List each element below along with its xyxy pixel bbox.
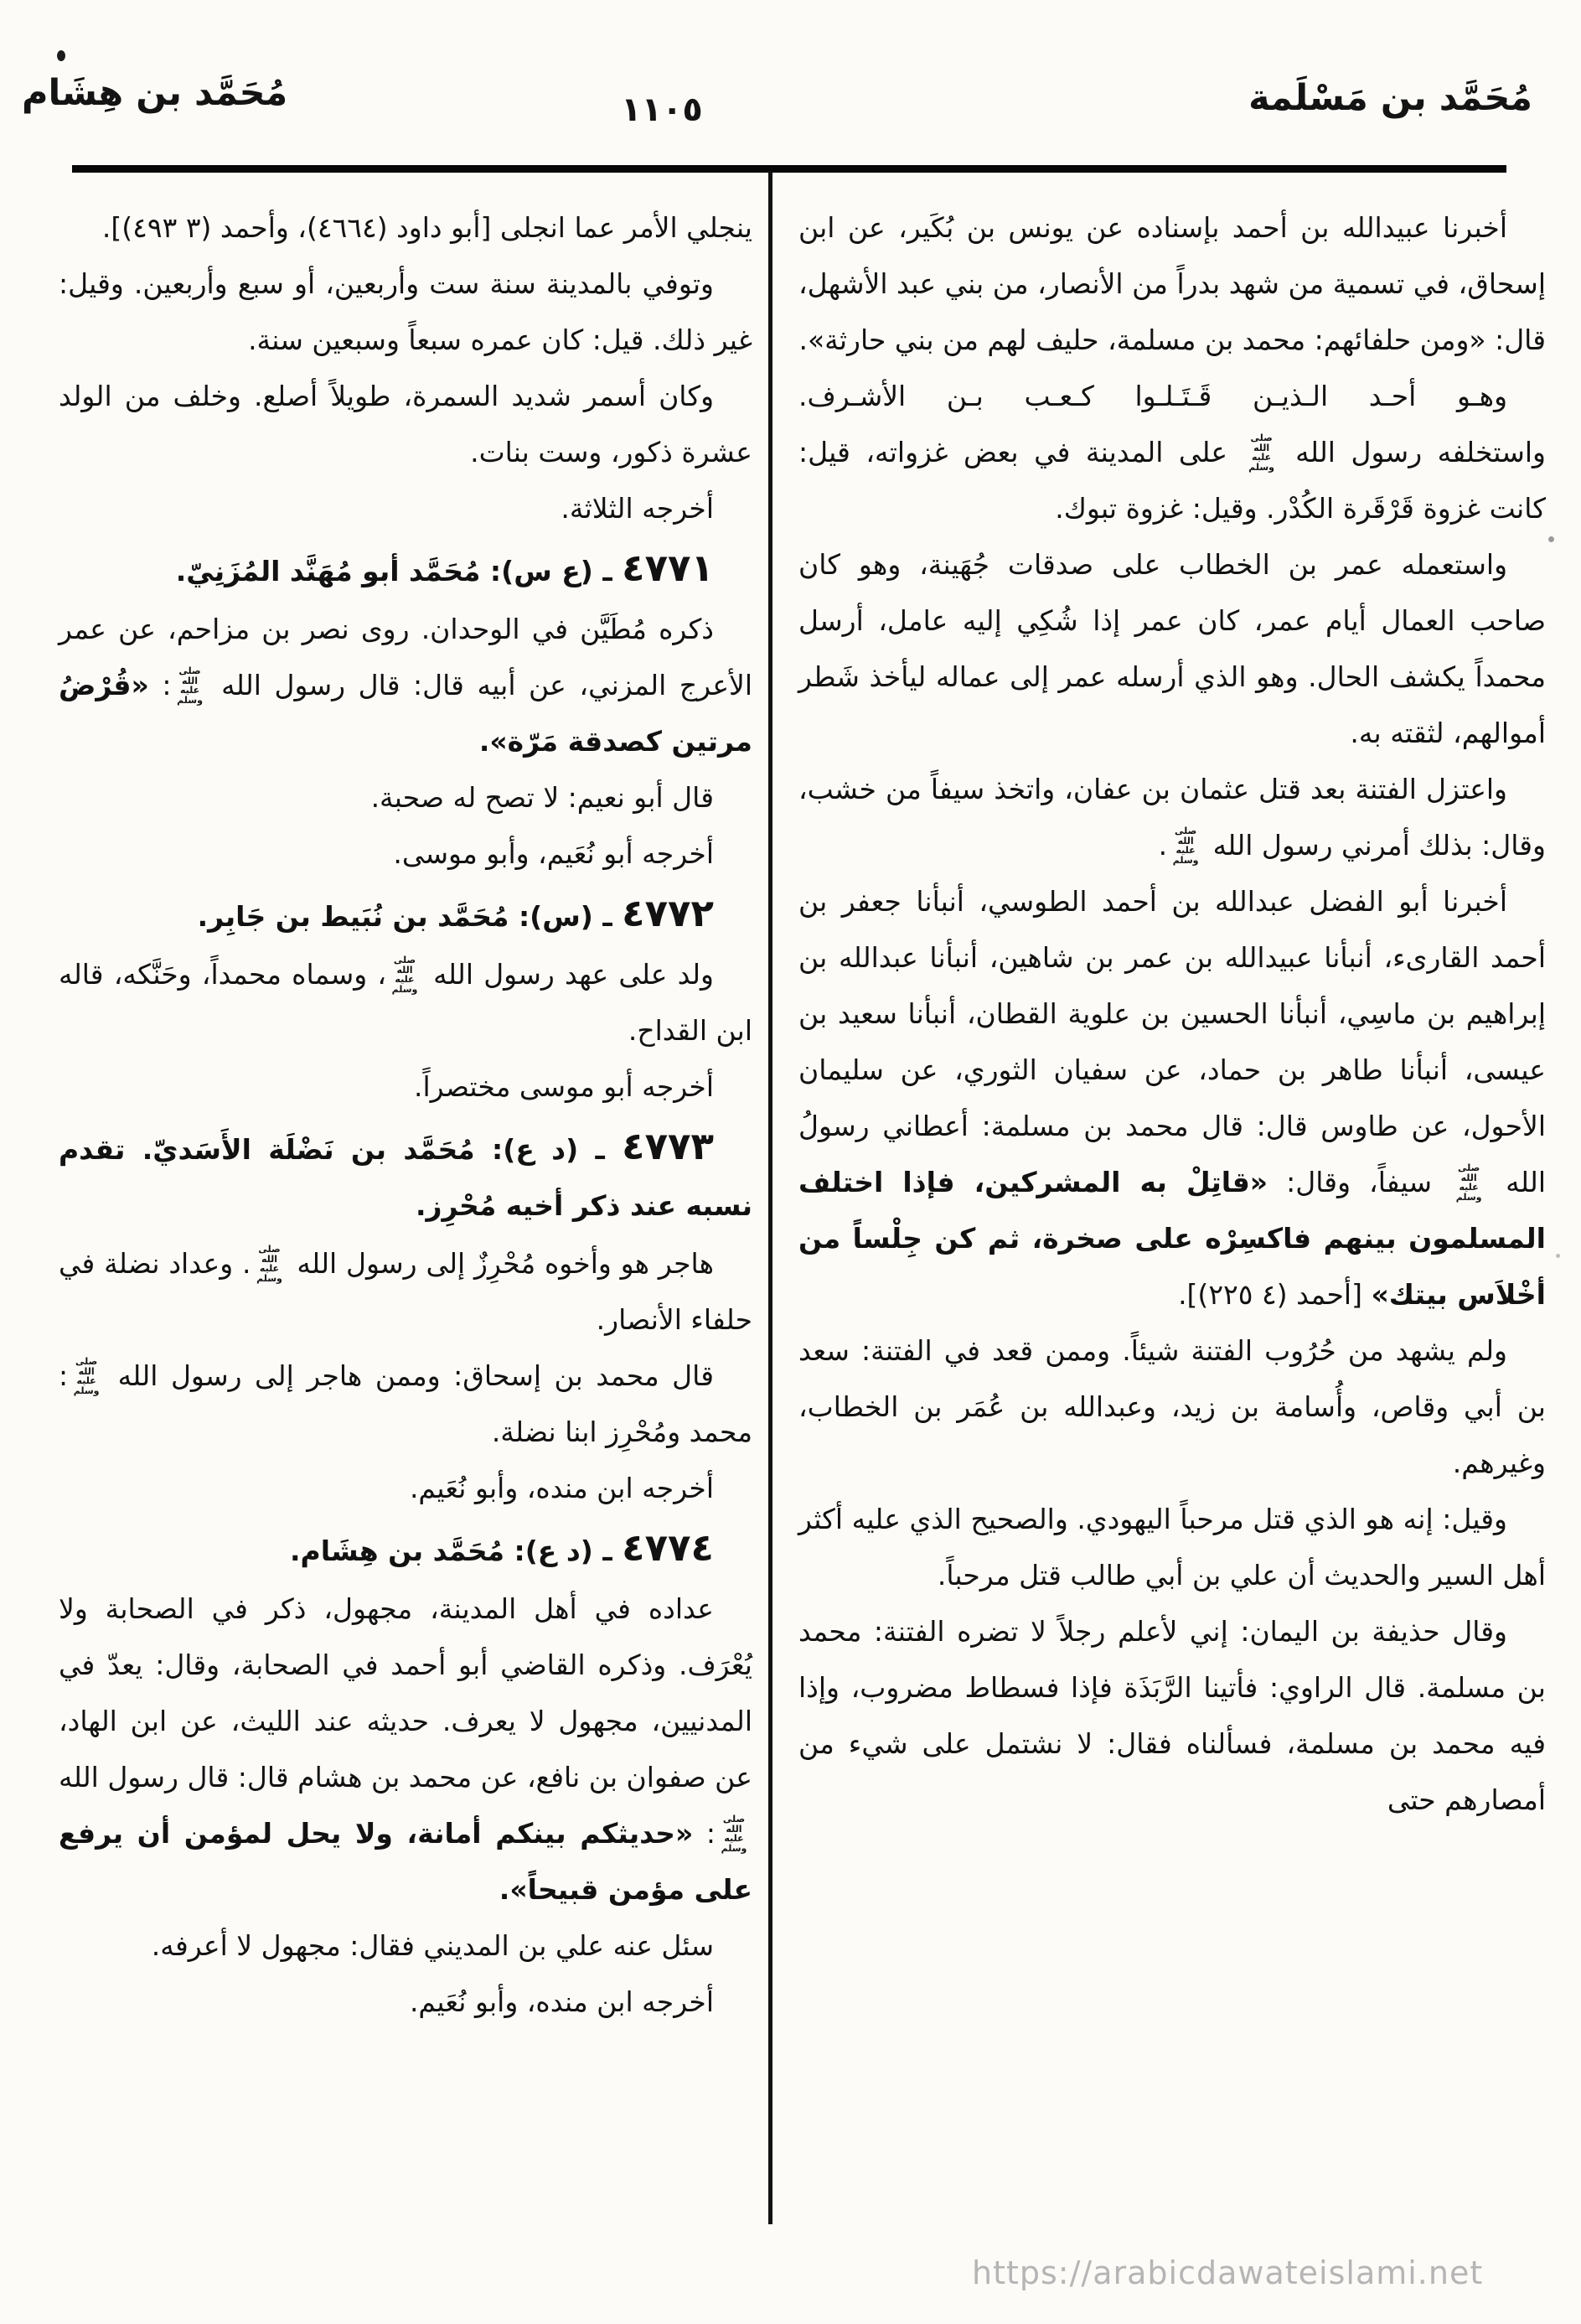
paragraph: وقيل: إنه هو الذي قتل مرحباً اليهودي. والصحيح الذي عليه أكثر أهل السير والحديث أن علي بن أبي طالب قتل مرحباً. bbox=[798, 1503, 1546, 1592]
paragraph: ولد على عهد رسول الله صلى الله عليه وسلم، وسماه محمداً، وحَنَّكه، قاله ابن القداح. bbox=[59, 955, 752, 1047]
honorific-ligature: صلى الله عليه وسلم bbox=[1172, 826, 1199, 866]
paragraph: أخرجه أبو نُعَيم، وأبو موسى. bbox=[393, 837, 714, 870]
paragraph: أخرجه الثلاثة. bbox=[561, 492, 714, 525]
honorific-ligature: صلى الله عليه وسلم bbox=[391, 955, 418, 995]
honorific-ligature: صلى الله عليه وسلم bbox=[256, 1244, 282, 1284]
header-right-title: مُحَمَّد بن مَسْلَمة bbox=[1248, 77, 1532, 119]
scan-speck bbox=[57, 50, 65, 61]
paragraph: قال أبو نعيم: لا تصح له صحبة. bbox=[370, 781, 714, 814]
entry-number: ٤٧٧٣ bbox=[622, 1124, 714, 1168]
column-divider bbox=[768, 171, 772, 2224]
entry-number: ٤٧٧٢ bbox=[622, 891, 714, 935]
paragraph: واعتزل الفتنة بعد قتل عثمان بن عفان، واتخذ سيفاً من خشب، وقال: بذلك أمرني رسول الله صلى الله عليه وسلم. bbox=[798, 773, 1546, 866]
paragraph: أخبرنا أبو الفضل عبدالله بن أحمد الطوسي، أنبأنا جعفر بن أحمد القارىء، أنبأنا عبيدالله بن عمر بن شاهين، أنبأنا عبدالله بن إبراهيم بن ماسِي، أنبأنا الحسين بن علوية القطان، أنبأنا سعيد بن عيسى، أنبأنا طاهر بن حماد، عن سفيان الثوري، عن سليمان الأحول، عن طاوس قال: قال محمد بن مسلمة: أعطاني رسولُ الله صلى الله عليه وسلم سيفاً، وقال: «قاتِلْ به المشركين، فإذا اختلف المسلمون بينهم فاكسِرْه على صخرة، ثم كن جِلْساً من أخْلاَس بيتك» [أحمد (٤ ٢٢٥)]. bbox=[798, 885, 1546, 1311]
paragraph: واستخلفه رسول الله صلى الله عليه وسلم على المدينة في بعض غزواته، قيل: كانت غزوة قَرْقَرة الكُدْر. وقيل: غزوة تبوك. bbox=[798, 432, 1546, 525]
entry-heading: ٤٧٧٤ ـ (د ع): مُحَمَّد بن هِشَام. bbox=[290, 1525, 714, 1570]
header-rule bbox=[72, 165, 1506, 173]
header-left-title: مُحَمَّد بن هِشَام bbox=[22, 72, 288, 114]
honorific-ligature: صلى الله عليه وسلم bbox=[1455, 1162, 1482, 1203]
honorific-ligature: صلى الله عليه وسلم bbox=[1248, 432, 1274, 473]
entry-heading: ٤٧٧٣ ـ (د ع): مُحَمَّد بن نَضْلَة الأَسَديّ. تقدم نسبه عند ذكر أخيه مُحْرِز. bbox=[59, 1124, 752, 1222]
watermark-url: https://arabicdawateislami.net bbox=[972, 2254, 1484, 2291]
entry-heading: ٤٧٧٢ ـ (س): مُحَمَّد بن نُبَيط بن جَابِر. bbox=[197, 891, 714, 935]
scan-speck bbox=[1556, 1254, 1560, 1258]
entry-heading: ٤٧٧١ ـ (ع س): مُحَمَّد أبو مُهَنَّد المُزَنِيّ. bbox=[175, 546, 714, 590]
page-number: ١١٠٥ bbox=[621, 91, 703, 129]
paragraph: أخبرنا عبيدالله بن أحمد بإسناده عن يونس بن بُكَير، عن ابن إسحاق، في تسمية من شهد بدراً من الأنصار، من بني عبد الأشهل، قال: «ومن حلفائهم: محمد بن مسلمة، حليف لهم من بني حارثة». bbox=[798, 211, 1546, 356]
paragraph: ينجلي الأمر عما انجلى [أبو داود (٤٦٦٤)، وأحمد (٣ ٤٩٣)]. bbox=[101, 211, 752, 244]
paragraph: عداده في أهل المدينة، مجهول، ذكر في الصحابة ولا يُعْرَف. وذكره القاضي أبو أحمد في الصحابة، وقال: يعدّ في المدنيين، مجهول لا يعرف. حديثه عند الليث، عن ابن الهاد، عن صفوان بن نافع، عن محمد بن هشام قال: قال رسول الله صلى الله عليه وسلم: «حديثكم بينكم أمانة، ولا يحل لمؤمن أن يرفع على مؤمن قبيحاً». bbox=[59, 1592, 752, 1906]
paragraph: واستعمله عمر بن الخطاب على صدقات جُهَينة، وهو كان صاحب العمال أيام عمر، كان عمر إذا شُكِي إليه عامل، أرسل محمداً يكشف الحال. وهو الذي أرسله عمر إلى عماله ليأخذ شَطر أموالهم، لثقته به. bbox=[798, 548, 1546, 749]
honorific-ligature: صلى الله عليه وسلم bbox=[721, 1814, 747, 1854]
paragraph: هاجر هو وأخوه مُحْرِزٌ إلى رسول الله صلى الله عليه وسلم. وعداد نضلة في حلفاء الأنصار. bbox=[59, 1244, 752, 1336]
paragraph: ولم يشهد من حُرُوب الفتنة شيئاً. وممن قعد في الفتنة: سعد بن أبي وقاص، وأُسامة بن زيد، وعبدالله بن عُمَر بن الخطاب، وغيرهم. bbox=[798, 1334, 1546, 1479]
paragraph: أخرجه ابن منده، وأبو نُعَيم. bbox=[409, 1985, 714, 2018]
scan-speck bbox=[1548, 536, 1554, 542]
paragraph: وكان أسمر شديد السمرة، طويلاً أصلع. وخلف من الولد عشرة ذكور، وست بنات. bbox=[59, 380, 752, 468]
column-left bbox=[59, 199, 752, 2030]
paragraph: ذكره مُطَيَّن في الوحدان. روى نصر بن مزاحم، عن عمر الأعرج المزني، عن أبيه قال: قال رسول الله صلى الله عليه وسلم: «قُرْضُ مرتين كصدقة مَرّة». bbox=[59, 613, 753, 758]
paragraph: وقال حذيفة بن اليمان: إني لأعلم رجلاً لا تضره الفتنة: محمد بن مسلمة. قال الراوي: فأتينا الرَّبَذَة فإذا فسطاط مضروب، وإذا فيه محمد بن مسلمة، فسألناه فقال: لا نشتمل على شيء من أمصارهم حتى bbox=[798, 1615, 1546, 1816]
column-right bbox=[798, 199, 1546, 1828]
entry-number: ٤٧٧١ bbox=[622, 546, 714, 590]
paragraph: أخرجه أبو موسى مختصراً. bbox=[413, 1070, 714, 1103]
paragraph: سئل عنه علي بن المديني فقال: مجهول لا أعرفه. bbox=[151, 1929, 714, 1962]
paragraph: قال محمد بن إسحاق: وممن هاجر إلى رسول الله صلى الله عليه وسلم: محمد ومُحْرِز ابنا نضلة. bbox=[59, 1356, 752, 1448]
paragraph: وهـو أحـد الـذيـن قَـتَـلـوا كـعـب بـن الأشـرف. bbox=[798, 380, 1507, 412]
honorific-ligature: صلى الله عليه وسلم bbox=[73, 1356, 100, 1396]
paragraph: وتوفي بالمدينة سنة ست وأربعين، أو سبع وأربعين. وقيل: غير ذلك. قيل: كان عمره سبعاً وسبعين سنة. bbox=[59, 267, 752, 356]
paragraph: أخرجه ابن منده، وأبو نُعَيم. bbox=[409, 1472, 714, 1504]
entry-number: ٤٧٧٤ bbox=[622, 1525, 714, 1570]
honorific-ligature: صلى الله عليه وسلم bbox=[177, 665, 203, 706]
